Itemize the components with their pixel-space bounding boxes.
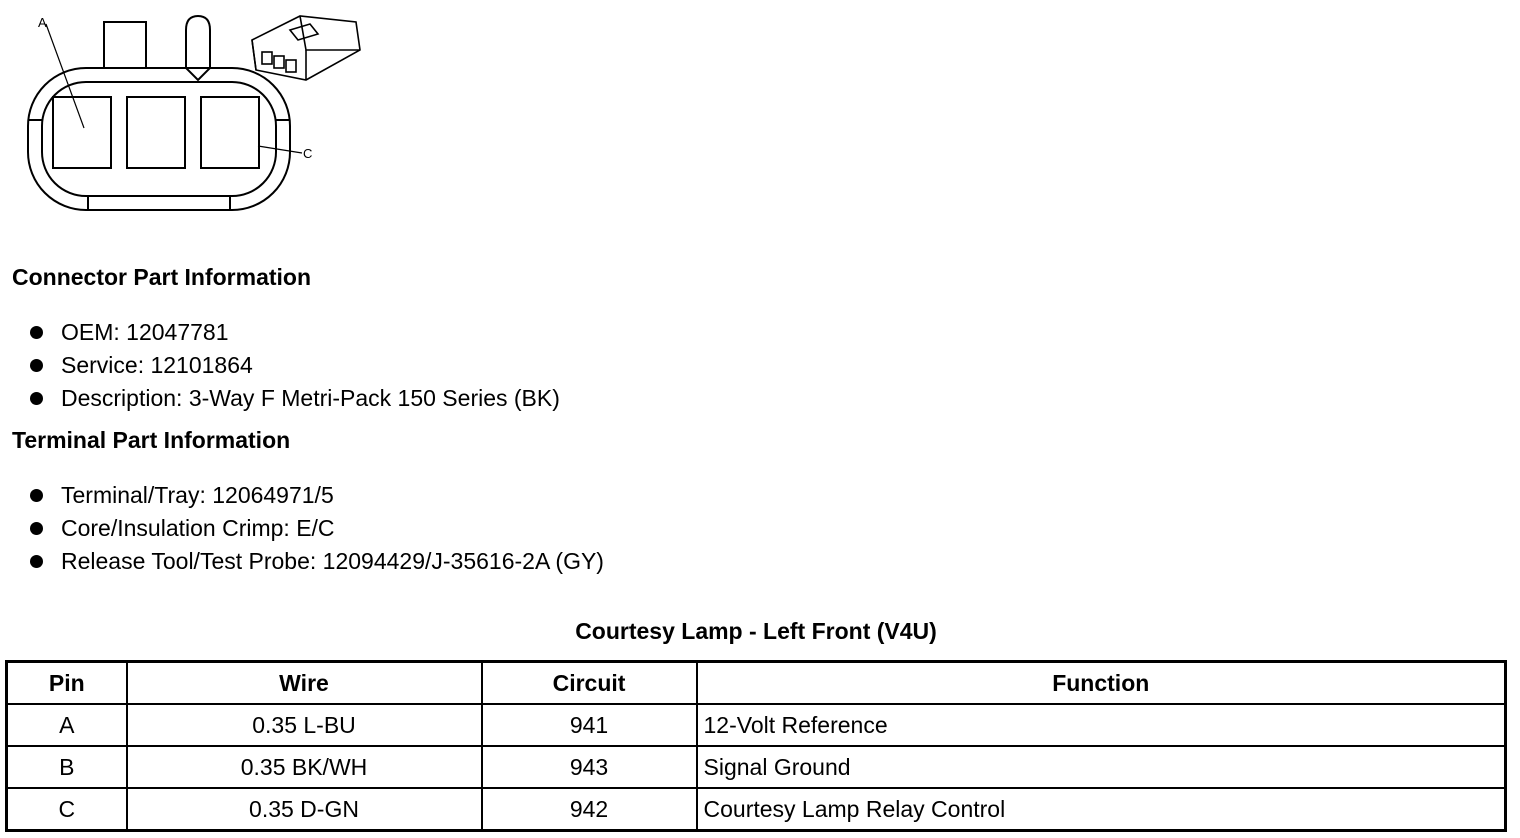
cell-wire: 0.35 BK/WH: [127, 746, 482, 788]
connector-part-heading: Connector Part Information: [12, 264, 312, 290]
column-header-pin: Pin: [7, 662, 127, 705]
bullet-icon: [30, 489, 43, 502]
connector-diagram: [0, 0, 380, 225]
connector-key-tab: [186, 16, 210, 80]
pinout-table: [5, 660, 1507, 832]
cell-wire: 0.35 L-BU: [127, 704, 482, 746]
table-header-row: [7, 662, 1506, 705]
bullet-icon: [30, 326, 43, 339]
pin-a-label: A: [38, 15, 47, 30]
cavity-c: [201, 97, 259, 168]
list-item: Core/Insulation Crimp: E/C: [28, 512, 604, 545]
cell-function: 12-Volt Reference: [697, 704, 1506, 746]
cell-circuit: 943: [482, 746, 697, 788]
cell-pin: B: [7, 746, 127, 788]
cell-pin: C: [7, 788, 127, 831]
connector-housing-outer: [28, 68, 290, 210]
list-item: Service: 12101864: [28, 349, 560, 382]
connector-housing-inner: [42, 82, 276, 196]
column-header-wire: Wire: [127, 662, 482, 705]
list-item: OEM: 12047781: [28, 316, 560, 349]
bullet-icon: [30, 392, 43, 405]
cell-wire: 0.35 D-GN: [127, 788, 482, 831]
list-item: Description: 3-Way F Metri-Pack 150 Series (BK): [28, 382, 560, 415]
cavity-b: [127, 97, 185, 168]
table-row: [7, 788, 1506, 831]
cell-function: Courtesy Lamp Relay Control: [697, 788, 1506, 831]
table-title: Courtesy Lamp - Left Front (V4U): [575, 618, 937, 644]
cavity-a: [53, 97, 111, 168]
bullet-icon: [30, 555, 43, 568]
connector-thumbnail-icon: [252, 16, 360, 80]
bullet-icon: [30, 522, 43, 535]
column-header-circuit: Circuit: [482, 662, 697, 705]
cell-function: Signal Ground: [697, 746, 1506, 788]
bullet-icon: [30, 359, 43, 372]
cell-circuit: 941: [482, 704, 697, 746]
pin-c-label: C: [303, 146, 313, 161]
terminal-part-heading: Terminal Part Information: [12, 427, 291, 453]
table-row: [7, 704, 1506, 746]
cell-pin: A: [7, 704, 127, 746]
connector-part-list: [28, 316, 560, 415]
column-header-function: Function: [697, 662, 1506, 705]
connector-latch-tab: [104, 22, 146, 68]
cell-circuit: 942: [482, 788, 697, 831]
terminal-part-list: [28, 479, 604, 578]
table-row: [7, 746, 1506, 788]
list-item: Release Tool/Test Probe: 12094429/J-35616-2A (GY): [28, 545, 604, 578]
list-item: Terminal/Tray: 12064971/5: [28, 479, 604, 512]
